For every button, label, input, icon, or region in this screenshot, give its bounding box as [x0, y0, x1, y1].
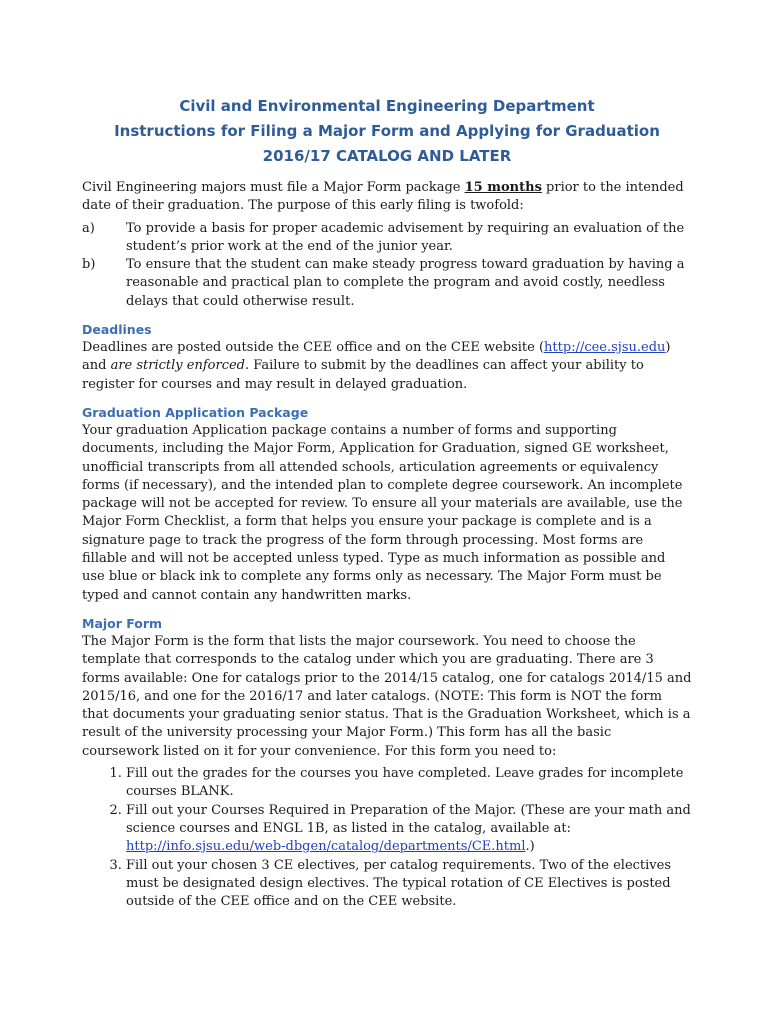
intro-emphasis: 15 months — [464, 180, 542, 195]
list-item — [82, 220, 692, 257]
list-item-text: To provide a basis for proper academic advisement by requiring an evaluation of the student’s prior work at the end of the junior year. — [126, 220, 685, 254]
list-item-text: To ensure that the student can make steady progress toward graduation by having a reasonable and practical plan to complete the program and avoid costly, needless delays that could otherwise result. — [126, 257, 685, 309]
deadlines-text: Deadlines are posted outside the CEE office and on the CEE website ( — [82, 340, 545, 356]
step-text: Fill out your Courses Required in Preparation of the Major. (These are your math and science courses and ENGL 1B, as listed in the catalog, available at: — [126, 802, 691, 836]
package-heading: Graduation Application Package — [82, 404, 309, 420]
list-item — [126, 802, 692, 857]
catalog-title: 2016/17 CATALOG AND LATER — [262, 147, 512, 165]
catalog-link[interactable]: http://info.sjsu.edu/web-dbgen/catalog/departments/CE.html — [126, 839, 526, 855]
list-item — [82, 256, 692, 311]
document-title — [82, 94, 692, 169]
intro-paragraph — [82, 179, 692, 216]
package-paragraph: Your graduation Application package contains a number of forms and supporting documents, including the Major Form, Application for Graduation, signed GE worksheet, unofficial transcripts from all attended schools, articulation agreements or equivalency forms (if necessary), and the intended plan to complete degree coursework. An incomplete package will not be accepted for review. To ensure all your materials are available, use the Major Form Checklist, a form that helps you ensure your package is complete and is a signature page to track the progress of the form through processing. Most forms are fillable and will not be accepted unless typed. Type as much information as possible and use blue or black ink to complete any forms only as necessary. The Major Form must be typed and cannot contain any handwritten marks. — [82, 422, 683, 603]
list-marker: b) — [82, 257, 96, 273]
department-title: Civil and Environmental Engineering Department — [179, 97, 595, 115]
major-form-heading: Major Form — [82, 615, 163, 631]
deadlines-text-end: Failure to submit by the deadlines can affect your ability to register for courses and may result in delayed graduation. — [82, 358, 644, 392]
step-text-end: .) — [525, 839, 535, 855]
deadlines-text-mid: ) and — [82, 340, 671, 374]
document-page — [82, 94, 692, 911]
list-item — [126, 765, 692, 802]
list-marker: a) — [82, 220, 95, 236]
major-form-paragraph: The Major Form is the form that lists the major coursework. You need to choose the template that corresponds to the catalog under which you are graduating. There are 3 forms available: One for catalogs prior to the 2014/15 catalog, one for catalogs 2014/15 and 2015/16, and one for the 2016/17 and later catalogs. (NOTE: This form is NOT the form that documents your graduating senior status. That is the Graduation Worksheet, which is a result of the university processing your Major Form.) This form has all the basic coursework listed on it for your convenience. For this form you need to: — [82, 633, 692, 759]
instructions-title: Instructions for Filing a Major Form and Applying for Graduation — [114, 122, 660, 140]
cee-website-link[interactable]: http://cee.sjsu.edu — [544, 340, 666, 356]
step-text: Fill out your chosen 3 CE electives, per catalog requirements. Two of the electives must be designated design electives. The typical rotation of CE Electives is posted outside of the CEE office and on the CEE website. — [126, 857, 672, 910]
major-form-steps — [82, 765, 692, 911]
deadlines-italic: are strictly enforced. — [110, 358, 250, 374]
deadlines-paragraph — [82, 339, 692, 394]
step-text: Fill out the grades for the courses you have completed. Leave grades for incomplete courses BLANK. — [126, 766, 684, 800]
intro-text-end: prior to the intended date of their graduation. The purpose of this early filing is twofold: — [82, 180, 684, 214]
purpose-list — [82, 220, 692, 311]
list-item — [126, 857, 692, 912]
deadlines-heading: Deadlines — [82, 322, 152, 338]
intro-text: Civil Engineering majors must file a Major Form package — [82, 180, 465, 195]
